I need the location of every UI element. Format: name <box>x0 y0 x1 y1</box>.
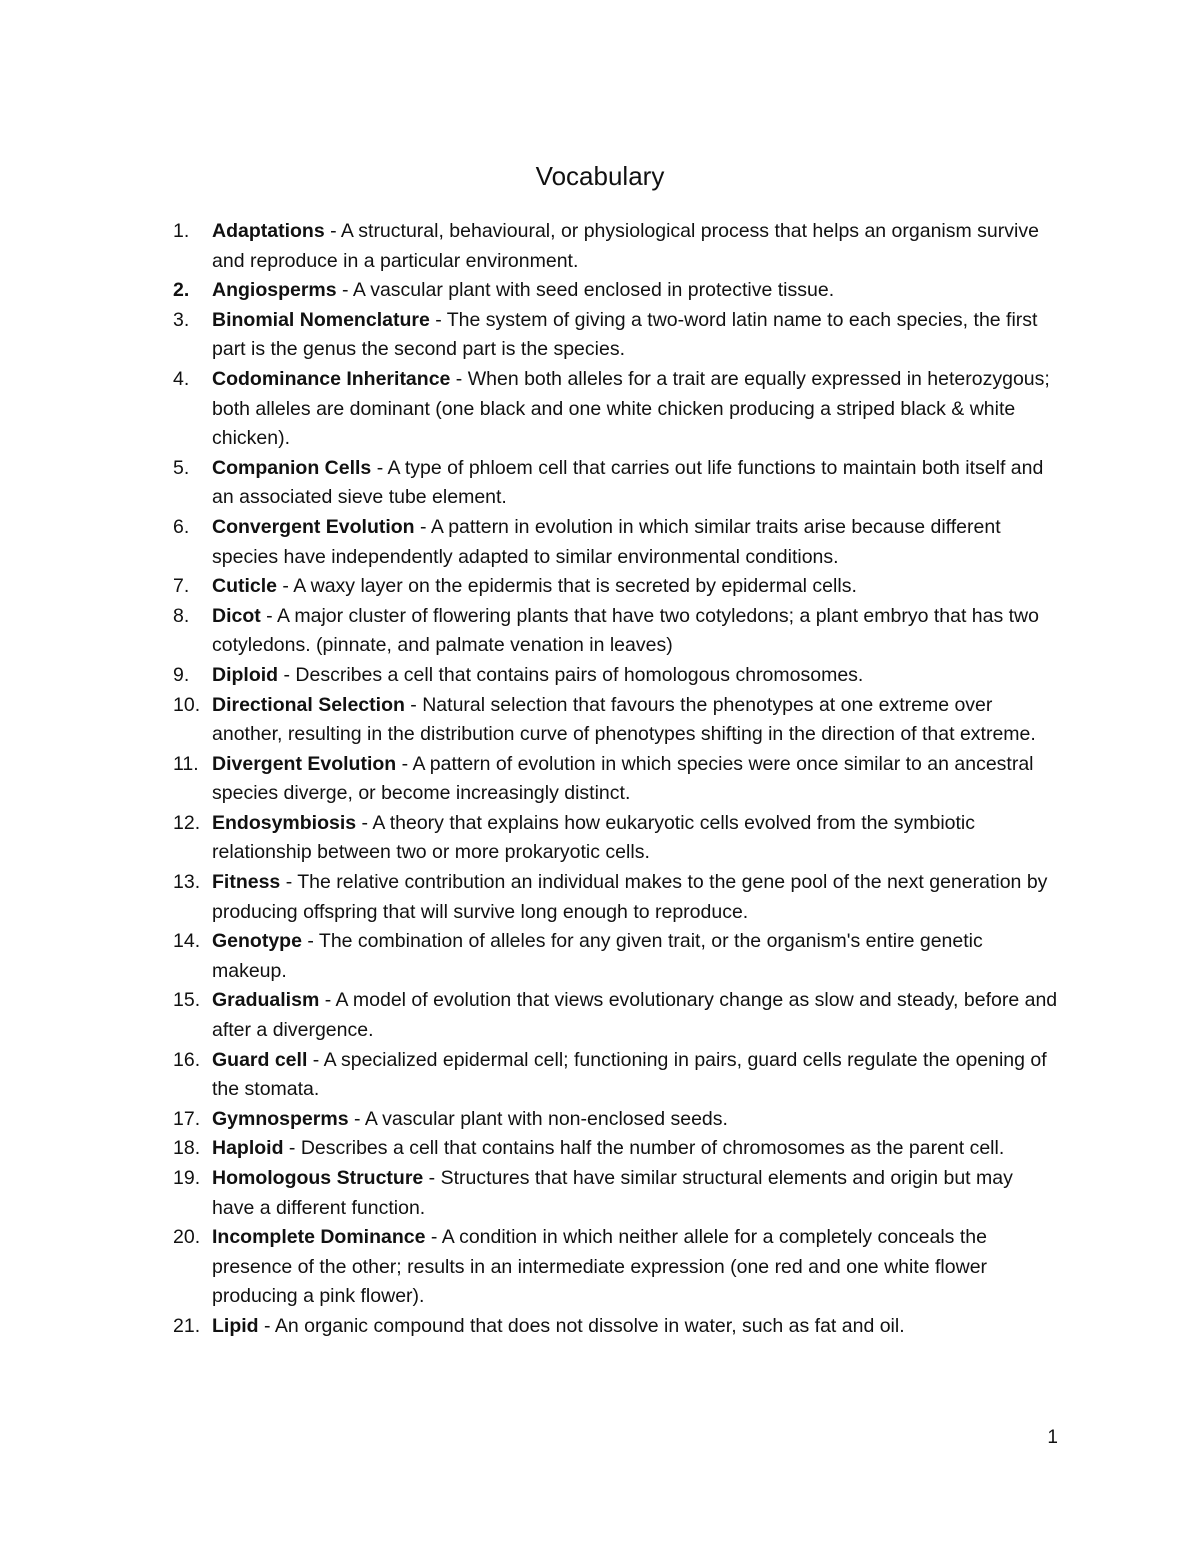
vocab-number: 17. <box>173 1107 201 1130</box>
vocab-definition: - A condition in which neither allele for a completely conceals the presence of the other; results in an intermediate expression (one red and one white flower producing a pink flower). <box>212 1226 988 1308</box>
vocab-term: Gradualism <box>212 989 320 1012</box>
vocab-number: 10. <box>173 693 201 716</box>
vocab-number: 15. <box>173 989 201 1012</box>
vocab-entry <box>170 750 1060 809</box>
vocab-number: 9. <box>173 663 190 686</box>
vocab-definition: - A theory that explains how eukaryotic cells evolved from the symbiotic relationship between two or more prokaryotic cells. <box>212 811 975 864</box>
vocab-term: Angiosperms <box>212 279 337 302</box>
vocab-entry <box>170 661 1060 691</box>
vocab-entry <box>170 276 1060 306</box>
vocab-term: Cuticle <box>212 575 278 598</box>
vocab-number: 12. <box>173 811 201 834</box>
vocab-term: Fitness <box>212 871 281 894</box>
vocab-definition: - Describes a cell that contains pairs of homologous chromosomes. <box>278 663 864 686</box>
vocab-number: 1. <box>173 220 190 242</box>
vocab-definition: - The system of giving a two-word latin name to each species, the first part is the genus the second part is the species. <box>212 308 1038 361</box>
vocab-definition: - A model of evolution that views evolutionary change as slow and steady, before and after a divergence. <box>212 989 1058 1042</box>
vocab-term: Adaptations <box>212 220 325 242</box>
vocab-entry <box>170 1164 1060 1223</box>
vocabulary-list <box>170 217 1060 1342</box>
vocab-entry <box>170 1046 1060 1105</box>
vocab-term: Genotype <box>212 930 302 953</box>
vocab-entry <box>170 454 1060 513</box>
vocab-number: 20. <box>173 1226 201 1249</box>
vocab-entry <box>170 1223 1060 1312</box>
vocab-definition: - A waxy layer on the epidermis that is secreted by epidermal cells. <box>277 575 857 598</box>
vocab-entry <box>170 1134 1060 1164</box>
vocab-term: Binomial Nomenclature <box>212 308 430 331</box>
vocab-term: Incomplete Dominance <box>212 1226 426 1249</box>
vocab-definition: - A vascular plant with non-enclosed seeds. <box>348 1107 728 1130</box>
vocab-entry <box>170 513 1060 572</box>
vocab-entry <box>170 927 1060 986</box>
vocab-definition: - A type of phloem cell that carries out life functions to maintain both itself and an associated sieve tube element. <box>212 456 1044 509</box>
vocab-number: 8. <box>173 604 190 627</box>
vocab-entry <box>170 365 1060 454</box>
vocab-term: Codominance Inheritance <box>212 367 451 390</box>
vocab-term: Companion Cells <box>212 456 372 479</box>
vocab-entry <box>170 868 1060 927</box>
vocab-number: 5. <box>173 456 190 479</box>
vocab-number: 18. <box>173 1137 201 1160</box>
vocab-term: Divergent Evolution <box>212 752 397 775</box>
vocab-definition: - The relative contribution an individual makes to the gene pool of the next generation by producing offspring that will survive long enough to reproduce. <box>212 871 1048 923</box>
vocab-number: 16. <box>173 1048 201 1071</box>
vocab-definition: - The combination of alleles for any given trait, or the organism's entire genetic makeup. <box>212 930 983 982</box>
vocab-entry <box>170 217 1060 276</box>
vocab-number: 21. <box>173 1314 201 1337</box>
vocab-definition: - Natural selection that favours the phenotypes at one extreme over another, resulting in the distribution curve of phenotypes shifting in the direction of that extreme. <box>212 693 1036 746</box>
vocab-term: Convergent Evolution <box>212 515 415 538</box>
vocab-definition: - A structural, behavioural, or physiological process that helps an organism survive and reproduce in a particular environment. <box>212 220 1039 272</box>
vocab-term: Haploid <box>212 1137 284 1160</box>
vocab-number: 19. <box>173 1167 201 1189</box>
vocab-definition: - A major cluster of flowering plants that have two cotyledons; a plant embryo that has two cotyledons. (pinnate, and palmate venation in leaves) <box>212 604 1039 657</box>
vocab-definition: - When both alleles for a trait are equally expressed in heterozygous; both alleles are dominant (one black and one white chicken producing a striped black & white chicken). <box>212 367 1050 450</box>
vocab-number: 2. <box>173 279 190 302</box>
vocab-term: Endosymbiosis <box>212 811 357 834</box>
vocab-entry <box>170 602 1060 661</box>
vocab-number: 11. <box>173 752 199 775</box>
vocab-definition: - A pattern in evolution in which similar traits arise because different species have independently adapted to similar environmental conditions. <box>212 515 1001 568</box>
vocab-entry <box>170 1312 1060 1342</box>
vocab-definition: - An organic compound that does not dissolve in water, such as fat and oil. <box>258 1314 905 1337</box>
vocab-definition: - A vascular plant with seed enclosed in protective tissue. <box>336 279 835 302</box>
vocab-number: 3. <box>173 308 190 331</box>
vocab-term: Homologous Structure <box>212 1167 424 1189</box>
vocab-number: 7. <box>173 575 190 598</box>
page-number: 1 <box>1047 1427 1058 1448</box>
vocab-term: Guard cell <box>212 1048 308 1071</box>
vocab-definition: - A pattern of evolution in which species were once similar to an ancestral species diverge, or become increasingly distinct. <box>212 752 1034 805</box>
vocab-entry <box>170 572 1060 602</box>
page-title: Vocabulary <box>535 161 665 192</box>
vocab-term: Dicot <box>212 604 261 627</box>
vocab-term: Directional Selection <box>212 693 405 716</box>
vocab-entry <box>170 306 1060 365</box>
vocab-term: Diploid <box>212 663 279 686</box>
vocab-entry <box>170 691 1060 750</box>
vocab-term: Gymnosperms <box>212 1107 349 1130</box>
vocab-number: 14. <box>173 930 201 953</box>
vocab-definition: - Describes a cell that contains half the number of chromosomes as the parent cell. <box>283 1137 1005 1160</box>
vocab-entry <box>170 986 1060 1045</box>
vocab-definition: - A specialized epidermal cell; functioning in pairs, guard cells regulate the opening of the stomata. <box>212 1048 1047 1101</box>
vocab-number: 6. <box>173 515 190 538</box>
vocab-number: 4. <box>173 367 190 390</box>
vocab-definition: - Structures that have similar structural elements and origin but may have a different function. <box>212 1167 1013 1219</box>
vocab-entry <box>170 1105 1060 1135</box>
vocab-term: Lipid <box>212 1314 259 1337</box>
vocab-number: 13. <box>173 871 201 894</box>
vocab-entry <box>170 809 1060 868</box>
